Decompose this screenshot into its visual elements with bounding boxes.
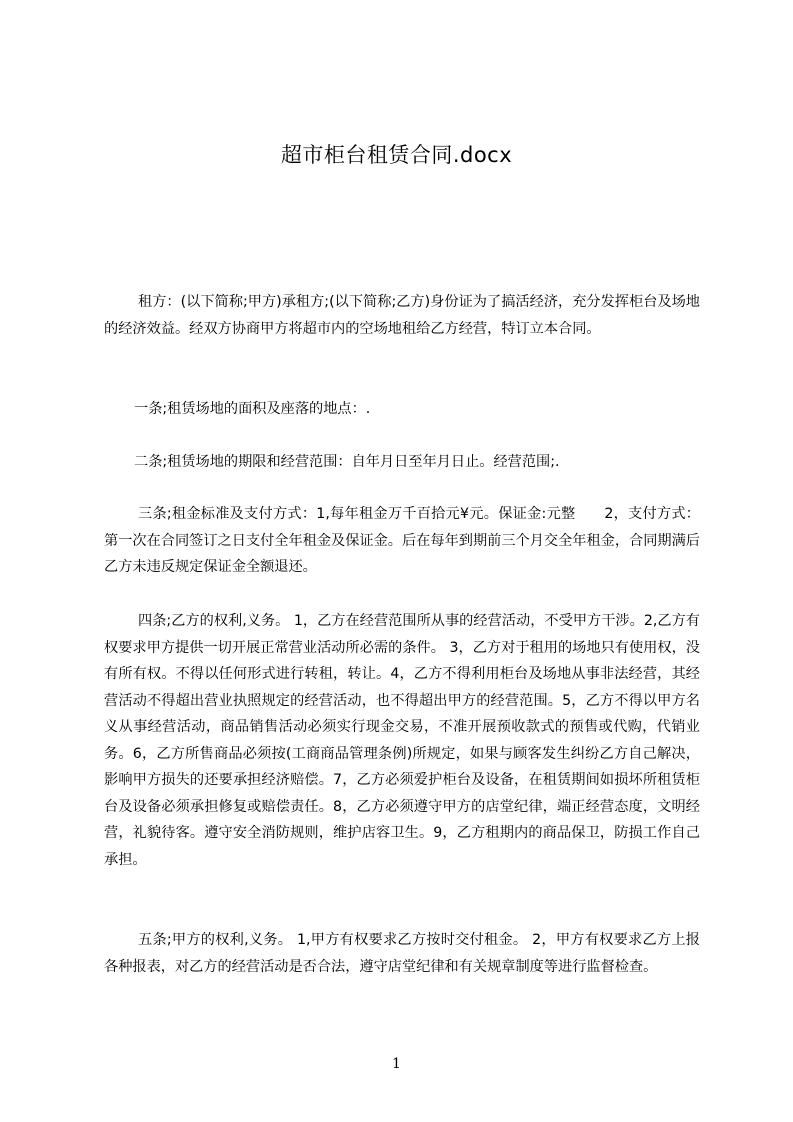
page-number: 1	[392, 1056, 401, 1072]
paragraph-article-1: 一条;租赁场地的面积及座落的地点：.	[134, 401, 371, 417]
paragraph-article-3: 三条;租金标准及支付方式：1,每年租金万千百拾元¥元。保证金:元整 2，支付方式：第一次在合同签订之日支付全年租金及保证金。后在每年到期前三个月交全年租金，合同期满后乙方未违反规定保证金全额退还。	[104, 506, 700, 575]
paragraph-article-5: 五条;甲方的权利,义务。 1,甲方有权要求乙方按时交付租金。 2，甲方有权要求乙方上报各种报表，对乙方的经营活动是否合法，遵守店堂纪律和有关规章制度等进行监督检查。	[104, 932, 700, 975]
paragraph-article-2: 二条;租赁场地的期限和经营范围：自年月日至年月日止。经营范围;.	[134, 454, 560, 470]
paragraph-preamble: 租方：(以下简称;甲方)承租方;(以下简称;乙方)身份证为了搞活经济，充分发挥柜台及场地的经济效益。经双方协商甲方将超市内的空场地租给乙方经营，特订立本合同。	[104, 294, 700, 337]
document-title: 超市柜台租赁合同.docx	[280, 143, 513, 167]
paragraph-article-4: 四条;乙方的权利,义务。 1，乙方在经营范围所从事的经营活动，不受甲方干涉。2,乙方有权要求甲方提供一切开展正常营业活动所必需的条件。 3，乙方对于租用的场地只有使用权，没有所有权。不得以任何形式进行转租，转让。4，乙方不得利用柜台及场地从事非法经营，其经营活动不得超出营业执照规定的经营活动，也不得超出甲方的经营范围。5，乙方不得以甲方名义从事经营活动，商品销售活动必须实行现金交易，不准开展预收款式的预售或代购，代销业务。6，乙方所售商品必须按(工商商品管理条例)所规定，如果与顾客发生纠纷乙方自己解决，影响甲方损失的还要承担经济赔偿。7，乙方必须爱护柜台及设备，在租赁期间如损坏所租赁柜台及设备必须承担修复或赔偿责任。8，乙方必须遵守甲方的店堂纪律，端正经营态度，文明经营，礼貌待客。遵守安全消防规则，维护店容卫生。9，乙方租期内的商品保卫，防损工作自己承担。	[104, 613, 700, 868]
